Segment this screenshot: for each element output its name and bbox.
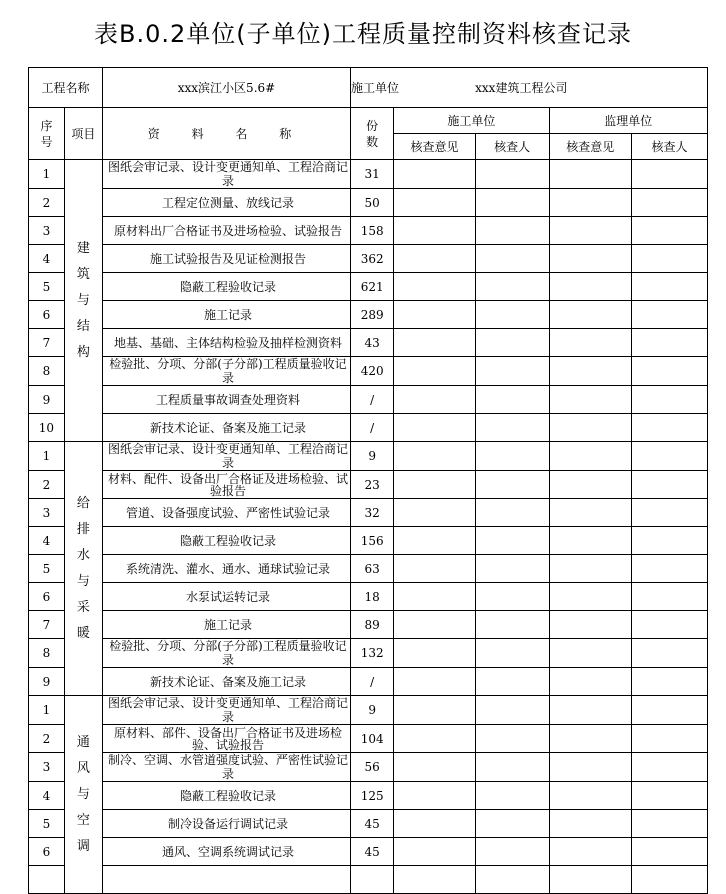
row-number: 6 — [29, 301, 65, 329]
construction-check-opinion-cell — [394, 160, 475, 189]
supervision-check-opinion-cell — [549, 583, 631, 611]
construction-check-opinion-cell — [394, 725, 475, 753]
supervision-check-opinion-cell — [549, 611, 631, 639]
supervision-checker-cell — [631, 273, 707, 301]
row-number: 3 — [29, 217, 65, 245]
document-name — [102, 442, 350, 471]
table-row — [29, 273, 708, 301]
seq-header: 序 号 — [29, 108, 65, 160]
document-name-text: 新技术论证、备案及施工记录 — [149, 674, 306, 689]
document-name — [102, 782, 350, 810]
header-row-1 — [29, 108, 708, 134]
construction-check-opinion-cell — [394, 442, 475, 471]
supervision-checker-cell — [631, 611, 707, 639]
copies-count: / — [351, 386, 394, 414]
document-name-text: 水泵试运转记录 — [185, 589, 270, 604]
supervision-check-opinion-cell — [549, 273, 631, 301]
supervision-checker-cell — [631, 160, 707, 189]
construction-checker-cell — [475, 329, 549, 357]
supervision-checker-cell — [631, 301, 707, 329]
document-name — [102, 810, 350, 838]
row-number: 3 — [29, 499, 65, 527]
copies-count: 132 — [351, 639, 394, 668]
row-number: 7 — [29, 329, 65, 357]
construction-checker-cell — [475, 696, 549, 725]
construction-check-opinion-cell — [394, 668, 475, 696]
supervision-checker-cell — [631, 810, 707, 838]
copies-count: 45 — [351, 838, 394, 866]
copies-count: 56 — [351, 753, 394, 782]
construction-checker-cell — [475, 527, 549, 555]
document-name — [102, 639, 350, 668]
supervision-checker-cell — [631, 782, 707, 810]
table-row — [29, 414, 708, 442]
table-row — [29, 329, 708, 357]
supervision-check-opinion-cell — [549, 696, 631, 725]
construction-checker-cell — [475, 782, 549, 810]
project-info-row — [29, 68, 708, 108]
supervision-check-opinion-cell — [549, 838, 631, 866]
row-number: 7 — [29, 611, 65, 639]
constructor-label: 施工单位 — [351, 68, 476, 108]
copies-count: 156 — [351, 527, 394, 555]
supervision-checker-cell — [631, 386, 707, 414]
document-name — [102, 386, 350, 414]
document-name — [102, 217, 350, 245]
supervision-check-opinion-cell — [549, 782, 631, 810]
construction-checker-cell — [475, 639, 549, 668]
supervision-check-opinion-cell — [549, 414, 631, 442]
project-name-label: 工程名称 — [29, 68, 103, 108]
category-cell — [64, 696, 102, 894]
document-name-text: 工程定位测量、放线记录 — [161, 195, 294, 210]
supervision-check-opinion-cell — [549, 329, 631, 357]
row-number: 1 — [29, 442, 65, 471]
table-row — [29, 245, 708, 273]
supervision-checker-cell — [631, 499, 707, 527]
category-char: 通 — [76, 734, 90, 750]
construction-checker-cell — [475, 301, 549, 329]
supervision-checker-cell — [631, 866, 707, 894]
construction-checker-cell — [475, 725, 549, 753]
supervision-check-opinion-cell — [549, 357, 631, 386]
construction-checker-cell — [475, 442, 549, 471]
construction-checker-cell — [475, 499, 549, 527]
document-name — [102, 357, 350, 386]
copies-count: 420 — [351, 357, 394, 386]
category-char: 暖 — [76, 625, 90, 641]
row-number: 2 — [29, 725, 65, 753]
supervision-check-opinion-cell — [549, 160, 631, 189]
table-row — [29, 583, 708, 611]
construction-checker-cell — [475, 866, 549, 894]
construction-check-opinion-cell — [394, 583, 475, 611]
project-header: 项目 — [64, 108, 102, 160]
document-name-text: 制冷、空调、水管道强度试验、严密性试验记录 — [107, 753, 348, 781]
construction-check-opinion-cell — [394, 499, 475, 527]
row-number: 3 — [29, 753, 65, 782]
document-name — [102, 499, 350, 527]
document-name — [102, 189, 350, 217]
construction-checker-cell — [475, 160, 549, 189]
supervision-checker-cell — [631, 555, 707, 583]
copies-count: 125 — [351, 782, 394, 810]
document-name-text: 施工试验报告及见证检测报告 — [149, 251, 306, 266]
copies-count: 18 — [351, 583, 394, 611]
table-row — [29, 301, 708, 329]
table-row — [29, 866, 708, 894]
document-name-text: 图纸会审记录、设计变更通知单、工程洽商记录 — [107, 442, 348, 470]
page-title: 表B.0.2单位(子单位)工程质量控制资料核查记录 — [94, 20, 632, 48]
document-name — [102, 753, 350, 782]
row-number: 10 — [29, 414, 65, 442]
document-name-text: 图纸会审记录、设计变更通知单、工程洽商记录 — [107, 160, 348, 188]
table-row — [29, 217, 708, 245]
supervision-checker-cell — [631, 245, 707, 273]
construction-checker-cell — [475, 357, 549, 386]
copies-header: 份 数 — [351, 108, 394, 160]
supervision-checker-cell — [631, 725, 707, 753]
supervision-checker-cell — [631, 414, 707, 442]
document-name — [102, 668, 350, 696]
construction-check-opinion-cell — [394, 838, 475, 866]
category-char: 调 — [76, 838, 90, 854]
construction-check-opinion-cell — [394, 696, 475, 725]
supervision-checker-cell — [631, 329, 707, 357]
construction-check-opinion-cell — [394, 273, 475, 301]
construction-checker-cell — [475, 414, 549, 442]
supervision-check-opinion-header: 核查意见 — [549, 134, 631, 160]
supervision-unit-header: 监理单位 — [549, 108, 707, 134]
document-name-text: 检验批、分项、分部(子分部)工程质量验收记录 — [109, 357, 347, 385]
table-row — [29, 810, 708, 838]
row-number: 1 — [29, 696, 65, 725]
table-row — [29, 357, 708, 386]
document-name — [102, 725, 350, 753]
document-name-text: 系统清洗、灌水、通水、通球试验记录 — [125, 561, 330, 576]
construction-check-opinion-cell — [394, 414, 475, 442]
copies-count: 32 — [351, 499, 394, 527]
supervision-checker-cell — [631, 189, 707, 217]
supervision-check-opinion-cell — [549, 866, 631, 894]
supervision-check-opinion-cell — [549, 725, 631, 753]
supervision-checker-cell — [631, 442, 707, 471]
table-row — [29, 471, 708, 499]
supervision-check-opinion-cell — [549, 442, 631, 471]
supervision-checker-cell — [631, 668, 707, 696]
row-number: 5 — [29, 273, 65, 301]
construction-check-opinion-cell — [394, 386, 475, 414]
construction-checker-cell — [475, 471, 549, 499]
construction-check-opinion-cell — [394, 527, 475, 555]
doc-name-header: 资 料 名 称 — [102, 108, 350, 160]
supervision-checker-cell — [631, 583, 707, 611]
document-name-text: 检验批、分项、分部(子分部)工程质量验收记录 — [109, 639, 347, 667]
document-name-text: 新技术论证、备案及施工记录 — [149, 420, 306, 435]
copies-count: 50 — [351, 189, 394, 217]
supervision-check-opinion-cell — [549, 217, 631, 245]
category-char: 与 — [76, 573, 90, 589]
supervision-check-opinion-cell — [549, 386, 631, 414]
category-cell — [64, 160, 102, 442]
construction-check-opinion-cell — [394, 782, 475, 810]
document-name — [102, 160, 350, 189]
category-char: 与 — [76, 786, 90, 802]
construction-check-opinion-cell — [394, 611, 475, 639]
category-char: 给 — [76, 495, 90, 511]
document-name — [102, 329, 350, 357]
construction-unit-header: 施工单位 — [394, 108, 549, 134]
construction-checker-cell — [475, 810, 549, 838]
document-name — [102, 611, 350, 639]
row-number: 2 — [29, 189, 65, 217]
table-row — [29, 696, 708, 725]
table-row — [29, 838, 708, 866]
construction-checker-cell — [475, 189, 549, 217]
document-name-text: 隐蔽工程验收记录 — [179, 279, 276, 294]
table-row — [29, 782, 708, 810]
supervision-checker-header: 核查人 — [631, 134, 707, 160]
row-number: 8 — [29, 357, 65, 386]
row-number: 9 — [29, 668, 65, 696]
supervision-checker-cell — [631, 471, 707, 499]
table-row — [29, 555, 708, 583]
construction-check-opinion-cell — [394, 471, 475, 499]
document-name — [102, 555, 350, 583]
copies-count: 104 — [351, 725, 394, 753]
document-name-text: 工程质量事故调查处理资料 — [155, 392, 300, 407]
document-name-text: 制冷设备运行调试记录 — [167, 816, 288, 831]
document-name-text: 材料、配件、设备出厂合格证及进场检验、试验报告 — [107, 471, 348, 498]
copies-count: 158 — [351, 217, 394, 245]
document-name-text: 通风、空调系统调试记录 — [161, 844, 294, 859]
row-number: 4 — [29, 245, 65, 273]
category-label — [77, 730, 90, 860]
category-char: 水 — [76, 547, 90, 563]
supervision-check-opinion-cell — [549, 527, 631, 555]
supervision-check-opinion-cell — [549, 245, 631, 273]
construction-check-opinion-cell — [394, 329, 475, 357]
row-number: 1 — [29, 160, 65, 189]
supervision-checker-cell — [631, 357, 707, 386]
document-name-text: 隐蔽工程验收记录 — [179, 533, 276, 548]
table-row — [29, 753, 708, 782]
document-name-text: 施工记录 — [203, 617, 252, 632]
construction-check-opinion-cell — [394, 217, 475, 245]
document-name-text: 图纸会审记录、设计变更通知单、工程洽商记录 — [107, 696, 348, 724]
category-char: 建 — [76, 240, 90, 256]
document-name-text: 隐蔽工程验收记录 — [179, 788, 276, 803]
category-char: 排 — [76, 521, 90, 537]
supervision-check-opinion-cell — [549, 810, 631, 838]
document-name — [102, 866, 350, 894]
table-row — [29, 639, 708, 668]
table-row — [29, 499, 708, 527]
construction-checker-cell — [475, 583, 549, 611]
table-row — [29, 442, 708, 471]
copies-count: 621 — [351, 273, 394, 301]
supervision-check-opinion-cell — [549, 753, 631, 782]
row-number: 6 — [29, 838, 65, 866]
construction-check-opinion-cell — [394, 555, 475, 583]
copies-count: 23 — [351, 471, 394, 499]
construction-check-opinion-cell — [394, 245, 475, 273]
document-name — [102, 696, 350, 725]
copies-count: 43 — [351, 329, 394, 357]
supervision-checker-cell — [631, 639, 707, 668]
supervision-checker-cell — [631, 838, 707, 866]
construction-checker-header: 核查人 — [475, 134, 549, 160]
construction-checker-cell — [475, 217, 549, 245]
row-number: 4 — [29, 527, 65, 555]
copies-count: 9 — [351, 696, 394, 725]
copies-count: / — [351, 414, 394, 442]
construction-checker-cell — [475, 555, 549, 583]
supervision-check-opinion-cell — [549, 639, 631, 668]
category-char: 构 — [76, 344, 90, 360]
category-label — [77, 236, 90, 366]
table-row — [29, 160, 708, 189]
copies-count: 63 — [351, 555, 394, 583]
table-row — [29, 725, 708, 753]
row-number: 2 — [29, 471, 65, 499]
quality-control-table — [28, 67, 708, 894]
construction-checker-cell — [475, 245, 549, 273]
table-row — [29, 189, 708, 217]
table-row — [29, 611, 708, 639]
row-number: 8 — [29, 639, 65, 668]
category-char: 与 — [76, 292, 90, 308]
document-name-text: 施工记录 — [203, 307, 252, 322]
construction-checker-cell — [475, 753, 549, 782]
table-row — [29, 668, 708, 696]
supervision-checker-cell — [631, 527, 707, 555]
construction-checker-cell — [475, 273, 549, 301]
table-row — [29, 527, 708, 555]
document-name — [102, 838, 350, 866]
table-row — [29, 386, 708, 414]
category-char: 筑 — [76, 266, 90, 282]
supervision-check-opinion-cell — [549, 555, 631, 583]
construction-check-opinion-cell — [394, 810, 475, 838]
construction-checker-cell — [475, 668, 549, 696]
category-cell — [64, 442, 102, 696]
copies-count: 31 — [351, 160, 394, 189]
document-name — [102, 301, 350, 329]
construction-check-opinion-cell — [394, 866, 475, 894]
construction-check-opinion-cell — [394, 189, 475, 217]
row-number: 5 — [29, 810, 65, 838]
document-name-text: 原材料、部件、设备出厂合格证书及进场检验、试验报告 — [113, 725, 342, 752]
supervision-checker-cell — [631, 696, 707, 725]
construction-checker-cell — [475, 611, 549, 639]
document-name-text: 原材料出厂合格证书及进场检验、试验报告 — [113, 223, 342, 238]
construction-check-opinion-cell — [394, 753, 475, 782]
row-number: 4 — [29, 782, 65, 810]
document-name — [102, 471, 350, 499]
copies-count: 362 — [351, 245, 394, 273]
document-name-text: 地基、基础、主体结构检验及抽样检测资料 — [113, 335, 342, 350]
row-number: 5 — [29, 555, 65, 583]
copies-count: 9 — [351, 442, 394, 471]
document-name-text: 管道、设备强度试验、严密性试验记录 — [125, 505, 330, 520]
category-char: 风 — [76, 760, 90, 776]
construction-check-opinion-cell — [394, 357, 475, 386]
row-number — [29, 866, 65, 894]
constructor-value: xxx建筑工程公司 — [475, 68, 707, 108]
document-name — [102, 245, 350, 273]
construction-check-opinion-header: 核查意见 — [394, 134, 475, 160]
supervision-check-opinion-cell — [549, 301, 631, 329]
construction-check-opinion-cell — [394, 301, 475, 329]
row-number: 9 — [29, 386, 65, 414]
category-char: 空 — [76, 812, 90, 828]
construction-checker-cell — [475, 386, 549, 414]
copies-count — [351, 866, 394, 894]
supervision-check-opinion-cell — [549, 189, 631, 217]
construction-checker-cell — [475, 838, 549, 866]
project-name-value: xxx滨江小区5.6# — [102, 68, 350, 108]
copies-count: / — [351, 668, 394, 696]
supervision-check-opinion-cell — [549, 499, 631, 527]
document-name — [102, 414, 350, 442]
copies-count: 45 — [351, 810, 394, 838]
category-label — [77, 491, 90, 647]
category-char: 结 — [76, 318, 90, 334]
document-name — [102, 527, 350, 555]
supervision-checker-cell — [631, 753, 707, 782]
supervision-checker-cell — [631, 217, 707, 245]
category-char: 采 — [76, 599, 90, 615]
document-name — [102, 583, 350, 611]
construction-check-opinion-cell — [394, 639, 475, 668]
supervision-check-opinion-cell — [549, 471, 631, 499]
document-name — [102, 273, 350, 301]
supervision-check-opinion-cell — [549, 668, 631, 696]
row-number: 6 — [29, 583, 65, 611]
copies-count: 89 — [351, 611, 394, 639]
copies-count: 289 — [351, 301, 394, 329]
